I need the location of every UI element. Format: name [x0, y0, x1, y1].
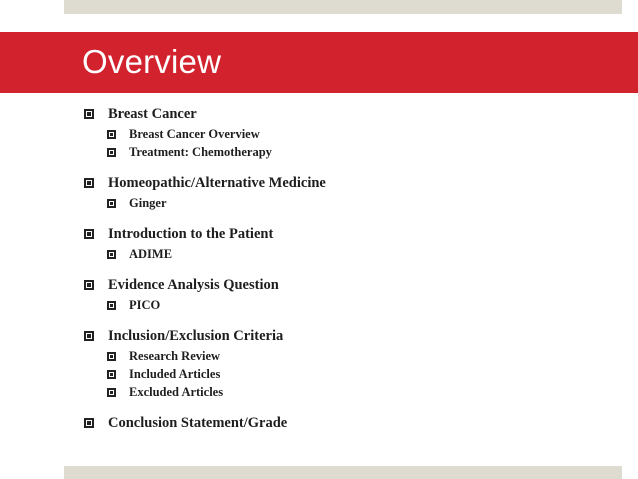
sub-bullet-text: PICO	[129, 297, 161, 312]
bullet-item	[84, 412, 604, 434]
square-bullet-icon	[107, 199, 116, 208]
sub-bullet-item	[107, 194, 604, 212]
sub-bullet-text: ADIME	[129, 246, 173, 261]
sub-bullet-item	[107, 296, 604, 314]
bullet-item	[84, 223, 604, 245]
bullet-item	[84, 103, 604, 125]
square-bullet-icon	[107, 301, 116, 310]
bullet-item	[84, 325, 604, 347]
section-conclusion	[84, 412, 604, 434]
square-bullet-icon	[84, 418, 94, 428]
square-bullet-icon	[84, 109, 94, 119]
slide-title: Overview	[82, 43, 222, 80]
square-bullet-icon	[107, 130, 116, 139]
sub-bullet-text: Ginger	[129, 195, 167, 210]
square-bullet-icon	[107, 250, 116, 259]
sub-bullet-item	[107, 383, 604, 401]
bullet-text: Introduction to the Patient	[108, 225, 274, 242]
bullet-item	[84, 172, 604, 194]
square-bullet-icon	[107, 148, 116, 157]
sub-bullet-text: Breast Cancer Overview	[129, 126, 260, 141]
section-breast-cancer	[84, 103, 604, 161]
bullet-text: Homeopathic/Alternative Medicine	[108, 174, 326, 191]
section-introduction	[84, 223, 604, 263]
square-bullet-icon	[84, 178, 94, 188]
bullet-text: Conclusion Statement/Grade	[108, 414, 288, 431]
square-bullet-icon	[107, 388, 116, 397]
square-bullet-icon	[84, 229, 94, 239]
section-inclusion-exclusion	[84, 325, 604, 401]
slide-content	[84, 103, 604, 445]
bullet-text: Evidence Analysis Question	[108, 276, 279, 293]
bullet-item	[84, 274, 604, 296]
sub-bullet-text: Research Review	[129, 348, 221, 363]
sub-bullet-item	[107, 347, 604, 365]
sub-bullet-text: Excluded Articles	[129, 384, 224, 399]
sub-bullet-item	[107, 125, 604, 143]
sub-bullet-item	[107, 245, 604, 263]
sub-bullet-item	[107, 143, 604, 161]
square-bullet-icon	[107, 370, 116, 379]
bullet-text: Inclusion/Exclusion Criteria	[108, 327, 284, 344]
square-bullet-icon	[107, 352, 116, 361]
bullet-text: Breast Cancer	[108, 105, 197, 122]
square-bullet-icon	[84, 331, 94, 341]
sub-bullet-item	[107, 365, 604, 383]
top-accent-bar	[64, 0, 622, 14]
section-evidence-question	[84, 274, 604, 314]
sub-bullet-text: Included Articles	[129, 366, 221, 381]
square-bullet-icon	[84, 280, 94, 290]
sub-bullet-text: Treatment: Chemotherapy	[129, 144, 272, 159]
section-homeopathic	[84, 172, 604, 212]
bottom-accent-bar	[64, 466, 622, 479]
